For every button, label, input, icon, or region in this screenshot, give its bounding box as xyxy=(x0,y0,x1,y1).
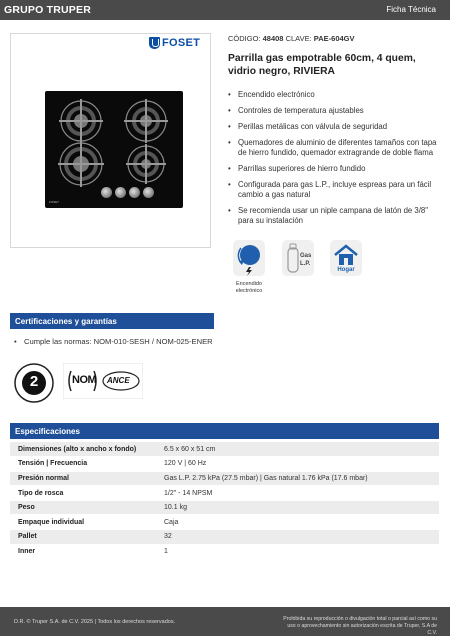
foset-shield-icon xyxy=(149,37,160,49)
certifications-text: • Cumple las normas: NOM-010-SESH / NOM-025-ENER xyxy=(14,337,214,347)
warranty-seal xyxy=(14,363,54,403)
table-row xyxy=(10,500,439,515)
spec-value: 1 xyxy=(156,544,439,559)
spec-value: Caja xyxy=(156,515,439,530)
spec-label: Presión normal xyxy=(10,471,156,486)
table-row xyxy=(10,471,439,486)
spec-value: 1/2" - 14 NPSM xyxy=(156,486,439,501)
table-row xyxy=(10,486,439,501)
spec-label: Tensión | Frecuencia xyxy=(10,457,156,472)
table-row xyxy=(10,442,439,457)
nom-logo-text: NOM xyxy=(72,374,97,386)
knob-3 xyxy=(129,187,140,198)
cooktop-brand-mark: FOSET xyxy=(49,200,60,204)
product-code: 48408 xyxy=(262,34,284,43)
burner-top-left xyxy=(59,99,103,143)
burner-bottom-left xyxy=(58,141,104,187)
top-bar xyxy=(0,0,450,20)
spec-value: 6.5 x 60 x 51 cm xyxy=(156,442,439,457)
feature-item: • Se recomienda usar un niple campana de latón de 3/8" para su instalación xyxy=(228,206,438,226)
spec-label: Inner xyxy=(10,544,156,559)
warranty-years: 2 xyxy=(29,373,39,390)
code-label: CÓDIGO: xyxy=(228,34,261,43)
knob-2 xyxy=(115,187,126,198)
nom-ance-logo xyxy=(63,363,143,399)
spec-value: 10.1 kg xyxy=(156,500,439,515)
footer-bar xyxy=(0,607,450,636)
feature-list xyxy=(228,90,438,232)
gas-lp-icon-label: Gas L.P. xyxy=(300,253,312,267)
feature-item: • Encendido electrónico xyxy=(228,90,438,100)
spec-value: 120 V | 60 Hz xyxy=(156,457,439,472)
feature-item: • Controles de temperatura ajustables xyxy=(228,106,438,116)
table-row xyxy=(10,515,439,530)
specifications-header: Especificaciones xyxy=(10,423,439,439)
gas-lp-icon xyxy=(282,240,314,276)
cooktop-burners-graphic xyxy=(45,91,183,208)
footer-notice: Prohibida su reproducción o divulgación total o parcial así como su uso o aprovechamiento sin autorización escrita de Truper, S.A de C.V. xyxy=(283,616,437,636)
specifications-table xyxy=(10,442,439,559)
feature-item: • Parrillas superiores de hierro fundido xyxy=(228,164,438,174)
feature-item: • Perillas metálicas con válvula de seguridad xyxy=(228,122,438,132)
company-brand: GRUPO TRUPER xyxy=(4,4,91,16)
spec-value: 32 xyxy=(156,530,439,545)
product-key: PAE-604GV xyxy=(313,34,355,43)
feature-item: • Quemadores de aluminio de diferentes tamaños con tapa de hierro fundido, quemador extragrande de doble flama xyxy=(228,138,438,158)
home-icon xyxy=(330,240,362,276)
sheet-type: Ficha Técnica xyxy=(386,5,436,14)
spec-label: Pallet xyxy=(10,530,156,545)
table-row xyxy=(10,457,439,472)
product-image-box xyxy=(10,33,211,248)
footer-copyright: D.R. © Truper S.A. de C.V. 2025 | Todos los derechos reservados. xyxy=(14,619,176,625)
burner-top-right xyxy=(124,99,168,143)
burner-bottom-right xyxy=(126,144,166,184)
cooktop-image xyxy=(45,91,183,208)
ignition-icon-label: Encendido electrónico xyxy=(235,281,263,294)
spec-label: Empaque individual xyxy=(10,515,156,530)
ance-logo-text: ANCE xyxy=(107,376,130,385)
spec-value: Gas L.P. 2.75 kPa (27.5 mbar) | Gas natural 1.76 kPa (17.6 mbar) xyxy=(156,471,439,486)
product-title: Parrilla gas empotrable 60cm, 4 quem, vidrio negro, RIVIERA xyxy=(228,53,416,77)
table-row xyxy=(10,530,439,545)
brand-logo-text: FOSET xyxy=(162,37,201,49)
feature-item: • Configurada para gas L.P., incluye espreas para un fácil cambio a gas natural xyxy=(228,180,438,200)
table-row xyxy=(10,544,439,559)
key-label: CLAVE: xyxy=(285,34,312,43)
product-code-line xyxy=(228,34,355,43)
spec-label: Dimensiones (alto x ancho x fondo) xyxy=(10,442,156,457)
spec-label: Tipo de rosca xyxy=(10,486,156,501)
knob-1 xyxy=(101,187,112,198)
electronic-ignition-icon xyxy=(233,240,265,276)
certifications-header: Certificaciones y garantías xyxy=(10,313,214,329)
brand-logo xyxy=(149,37,200,49)
home-icon-label: Hogar xyxy=(337,267,355,273)
knob-4 xyxy=(143,187,154,198)
spec-label: Peso xyxy=(10,500,156,515)
